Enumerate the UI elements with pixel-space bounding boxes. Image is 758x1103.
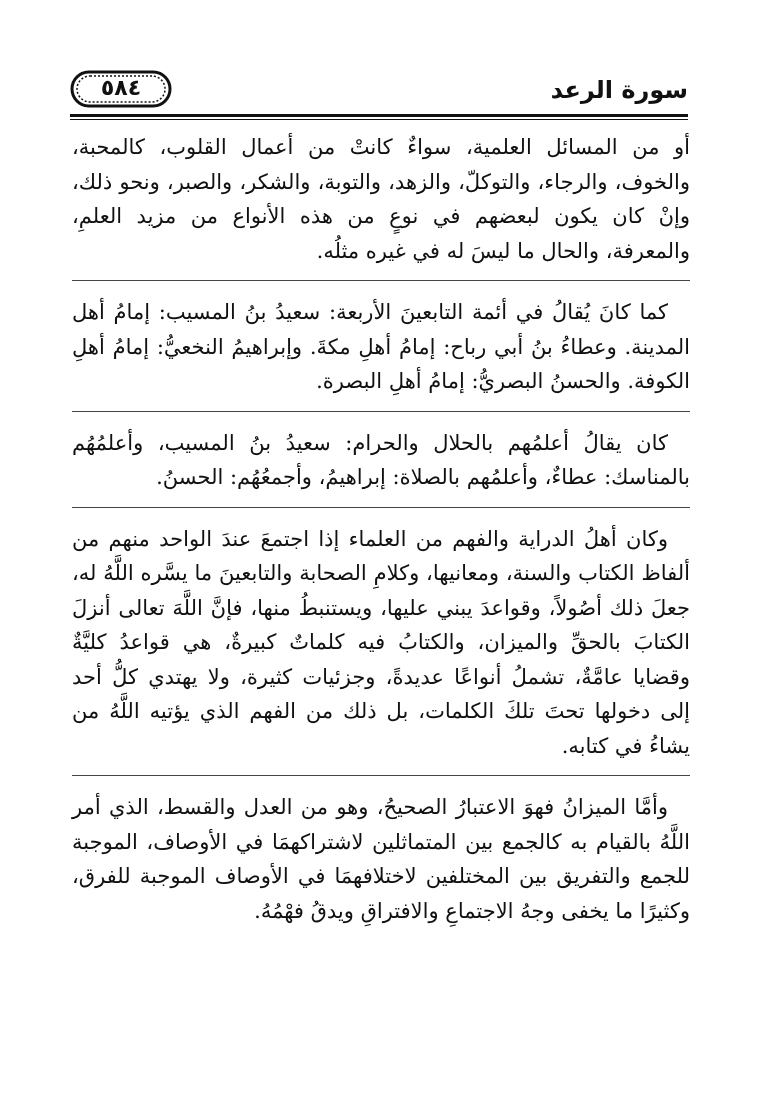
page-number: ٥٨٤ [100,76,142,101]
paragraph-divider [72,411,690,412]
header-divider-thin [70,119,688,120]
paragraph-3: كان يقالُ أعلمُهم بالحلال والحرام: سعيدُ بنُ المسيب، وأعلمُهُم بالمناسك: عطاءٌ، وأعلمُهم بالصلاة: إبراهيمُ، وأجمعُهُم: الحسنُ. [72,430,690,489]
header-divider-thick [70,114,688,117]
paragraph-divider [72,507,690,508]
paragraph-5: وأمَّا الميزانُ فهوَ الاعتبارُ الصحيحُ، وهو من العدل والقسط، الذي أمر اللَّهُ بالقيام به كالجمع بين المتماثلين لاشتراكهمَا في الأوصاف، الموجبة للجمع والتفريق بين المختلفين لاختلافهمَا في الأوصاف الموجبة للفرق، وكثيرًا ما يخفى وجهُ الاجتماعِ والافتراقِ ويدقُ فهْمُهُ. [72,795,690,923]
paragraph-divider [72,280,690,281]
page-header [70,68,688,120]
page-body [72,130,690,940]
paragraph-1: أو من المسائل العلمية، سواءٌ كانتْ من أعمال القلوب، كالمحبة، والخوف، والرجاء، والتوكلّ، والزهد، والتوبة، والشكر، والصبر، ونحو ذلك، وإنْ كان يكون لبعضهم في نوعٍ من هذه الأنواع من مزيد العلمِ، والمعرفة، والحال ما ليسَ له في غيره مثلُه. [72,135,690,263]
paragraph-4: وكان أهلُ الدراية والفهم من العلماء إذا اجتمعَ عندَ الواحد منهم من ألفاظ الكتاب والسنة، ومعانيها، وكلامِ الصحابة والتابعينَ ما يسَّره اللَّهُ له، جعلَ ذلك أصُولاً، وقواعدَ يبني عليها، ويستنبطُ منها، فإنَّ اللَّهَ تعالى أنزلَ الكتابَ بالحقِّ والميزان، والكتابُ فيه كلماتٌ كبيرةٌ، هي قواعدُ كليَّةٌ وقضايا عامَّةٌ، تشملُ أنواعًا عديدةً، وجزئيات كثيرة، ولا يهتدي كلُّ أحد إلى دخولها تحتَ تلكَ الكلمات، بل ذلك من الفهم الذي يؤتيه اللَّهُ من يشاءُ في كتابه. [72,526,690,758]
paragraph-2: كما كانَ يُقالُ في أئمة التابعينَ الأربعة: سعيدُ بنُ المسيب: إمامُ أهل المدينة. وعطاءُ بنُ أبي رباح: إمامُ أهلِ مكةَ. وإبراهيمُ النخعيُّ: إمامُ أهلِ الكوفة. والحسنُ البصريُّ: إمامُ أهلِ البصرة. [72,300,690,393]
paragraph-divider [72,775,690,776]
page-number-badge [70,70,172,108]
surah-title: سورة الرعد [550,76,688,104]
